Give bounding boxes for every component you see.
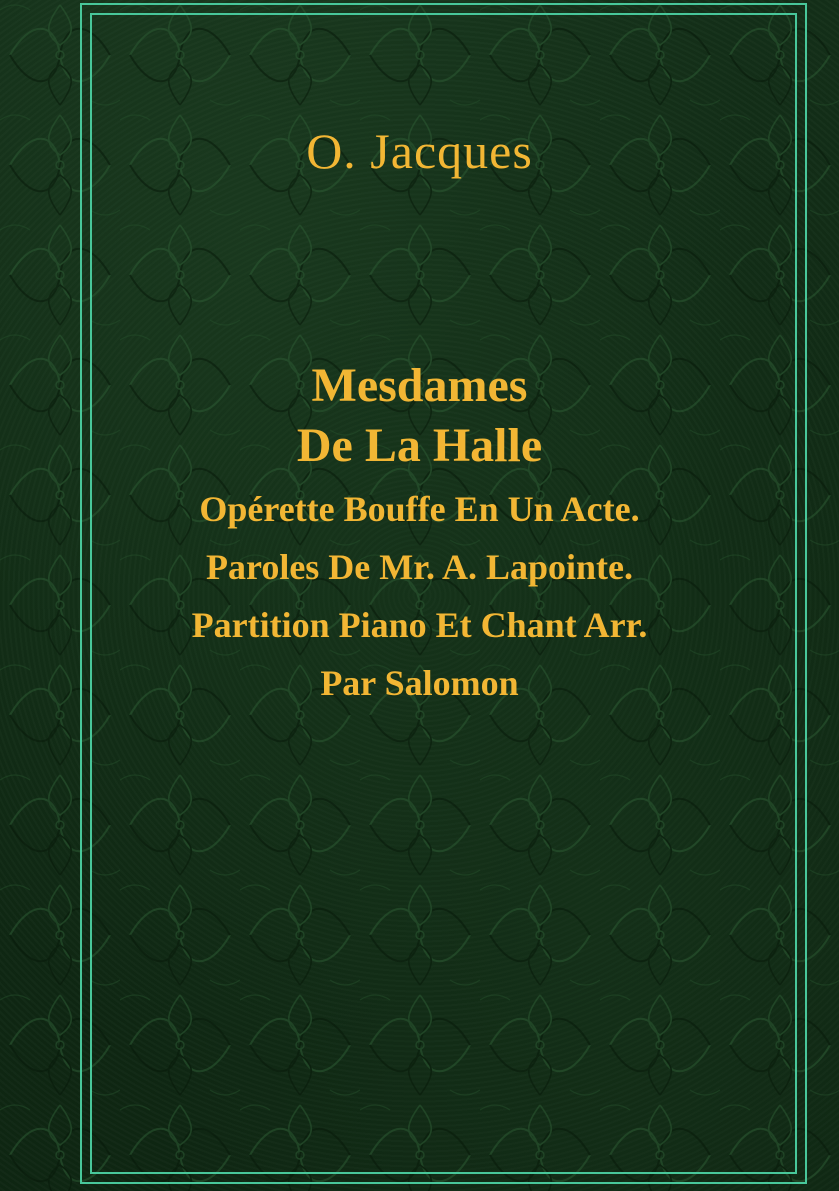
inner-border: [90, 13, 797, 1174]
subtitle-line-3: Partition Piano Et Chant Arr.: [191, 605, 648, 645]
title-line-1: Mesdames: [311, 359, 528, 412]
subtitle-line-4: Par Salomon: [320, 663, 519, 703]
title-line-2: De La Halle: [296, 419, 543, 472]
subtitle-line-1: Opérette Bouffe En Un Acte.: [199, 489, 640, 529]
subtitle-line-2: Paroles De Mr. A. Lapointe.: [206, 547, 633, 587]
author-name: O. Jacques: [306, 123, 533, 179]
